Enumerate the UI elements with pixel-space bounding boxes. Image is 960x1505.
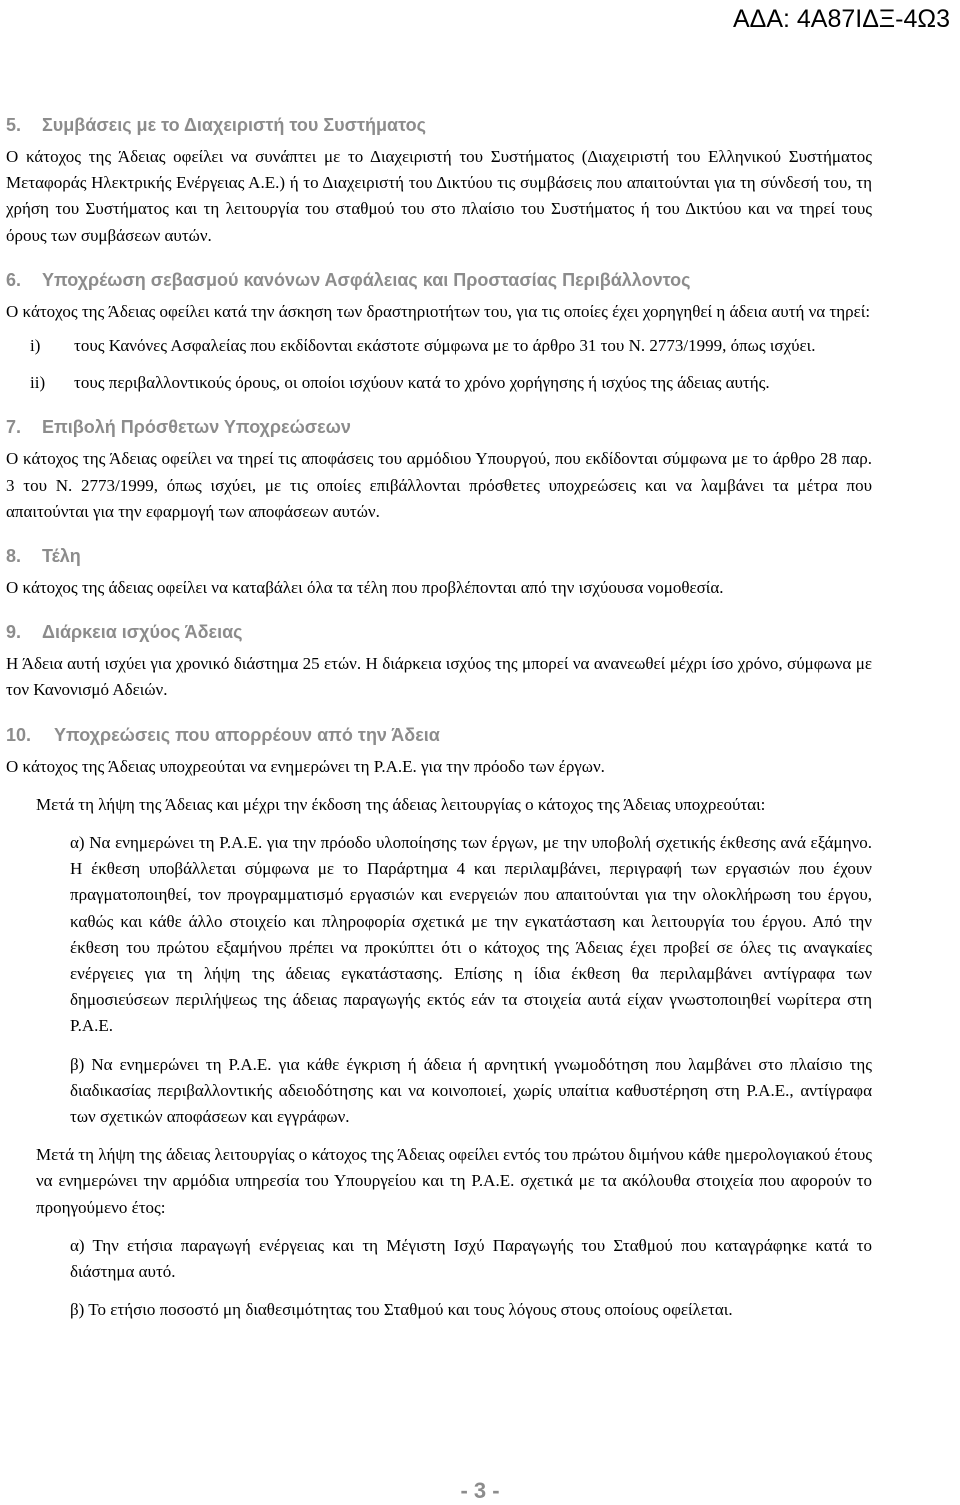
section-9-paragraph: Η Άδεια αυτή ισχύει για χρονικό διάστημα 25 ετών. Η διάρκεια ισχύος της μπορεί να ανανεωθεί μέχρι ίσο χρόνο, σύμφωνα με τον Κανονισμό Αδειών. — [6, 654, 872, 700]
section-8-title: Τέλη — [42, 546, 81, 567]
section-7-paragraph: Ο κάτοχος της Άδειας οφείλει να τηρεί τις αποφάσεις του αρμόδιου Υπουργού, που εκδίδονται σύμφωνα με το άρθρο 28 παρ. 3 του Ν. 2773/1999, όπως ισχύει, με τις οποίες επιβάλλονται πρόσθετες υποχρεώσεις και να λαμβάνει τα μέτρα που απαιτούνται για την εφαρμογή των αποφάσεων αυτών. — [6, 449, 872, 521]
list-item-marker: ii) — [30, 373, 46, 393]
section-6-title: Υποχρέωση σεβασμού κανόνων Ασφάλειας και Προστασίας Περιβάλλοντος — [42, 269, 691, 290]
list-item-text: τους περιβαλλοντικούς όρους, οι οποίοι ισχύουν κατά το χρόνο χορήγησης ή ισχύος της άδειας αυτής. — [74, 373, 770, 393]
section-7-heading — [6, 414, 872, 440]
list-item-text: τους Κανόνες Ασφαλείας που εκδίδονται εκάστοτε σύμφωνα με το άρθρο 31 του Ν. 2773/1999, όπως ισχύει. — [74, 336, 816, 356]
section-6-paragraph: Ο κάτοχος της Άδειας οφείλει κατά την άσκηση των δραστηριοτήτων του, για τις οποίες έχει χορηγηθεί η άδεια αυτή να τηρεί: — [6, 301, 871, 321]
list-item — [6, 333, 872, 359]
section-8-paragraph: Ο κάτοχος της άδειας οφείλει να καταβάλει όλα τα τέλη που προβλέπονται από την ισχύουσα νομοθεσία. — [6, 578, 724, 598]
section-6-heading — [6, 267, 872, 293]
section-9-number: 9. — [6, 622, 22, 643]
section-7-number: 7. — [6, 417, 22, 438]
section-8-heading — [6, 543, 872, 569]
section-10-item-b: β) Να ενημερώνει τη Ρ.Α.Ε. για κάθε έγκριση ή άδεια ή αρνητική γνωμοδότηση που λαμβάνει στο πλαίσιο της διαδικασίας περιβαλλοντικής αδειοδότησης και να κοινοποιεί, χωρίς υπαίτια καθυστέρηση στη Ρ.Α.Ε., αντίγραφα των σχετικών αποφάσεων και εγγράφων. — [70, 1054, 872, 1127]
section-10-pre-operation-intro: Μετά τη λήψη της Άδειας και μέχρι την έκδοση της άδειας λειτουργίας ο κάτοχος της Άδειας υποχρεούται: — [36, 794, 766, 814]
section-10-post-operation-intro: Μετά τη λήψη της άδειας λειτουργίας ο κάτοχος της Άδειας οφείλει εντός του πρώτου διμήνου κάθε ημερολογιακού έτους να ενημερώνει την αρμόδια υπηρεσία του Υπουργείου και τη Ρ.Α.Ε. σχετικά με τα ακόλουθα στοιχεία που αφορούν το προηγούμενο έτος: — [36, 1145, 872, 1217]
list-item-marker: i) — [30, 336, 41, 356]
section-5-title: Συμβάσεις με το Διαχειριστή του Συστήματος — [42, 115, 426, 135]
document-body — [6, 112, 872, 1324]
section-6-list — [6, 333, 872, 396]
ada-code: ΑΔΑ: 4Α87ΙΔΞ-4Ω3 — [732, 5, 950, 33]
section-5-number: 5. — [6, 115, 22, 135]
list-item — [6, 370, 872, 396]
section-5-heading — [6, 112, 872, 138]
section-10-annual-item-a: α) Την ετήσια παραγωγή ενέργειας και τη Μέγιστη Ισχύ Παραγωγής του Σταθμού που καταγράφηκε κατά το διάστημα αυτό. — [70, 1235, 872, 1282]
section-10-number: 10. — [6, 724, 32, 745]
section-9-title: Διάρκεια ισχύος Άδειας — [42, 622, 243, 643]
section-7-title: Επιβολή Πρόσθετων Υποχρεώσεων — [42, 417, 351, 438]
section-6-number: 6. — [6, 269, 22, 290]
section-9-heading — [6, 619, 872, 645]
section-10-annual-item-b: β) Το ετήσιο ποσοστό μη διαθεσιμότητας του Σταθμού και τους λόγους στους οποίους οφείλεται. — [70, 1300, 733, 1320]
section-10-title: Υποχρεώσεις που απορρέουν από την Άδεια — [54, 724, 440, 745]
page-number: - 3 - — [460, 1478, 500, 1503]
section-5-paragraph: Ο κάτοχος της Άδειας οφείλει να συνάπτει με το Διαχειριστή του Συστήματος (Διαχειριστή του Ελληνικού Συστήματος Μεταφοράς Ηλεκτρικής Ενέργειας Α.Ε.) ή το Διαχειριστή του Δικτύου τις συμβάσεις που απαιτούνται για τη σύνδεσή του, τη χρήση του Συστήματος και τη λειτουργία του σταθμού του στο πλαίσιο του Συστήματος ή του Δικτύου και να τηρεί τους όρους των συμβάσεων αυτών. — [6, 147, 872, 245]
section-10-paragraph: Ο κάτοχος της Άδειας υποχρεούται να ενημερώνει τη Ρ.Α.Ε. για την πρόοδο των έργων. — [6, 756, 605, 776]
section-8-number: 8. — [6, 546, 22, 567]
section-10-item-a: α) Να ενημερώνει τη Ρ.Α.Ε. για την πρόοδο υλοποίησης των έργων, με την υποβολή σχετικής έκθεσης ανά εξάμηνο. Η έκθεση υποβάλλεται σύμφωνα με το Παράρτημα 4 και περιλαμβάνει, περιγραφή των εργασιών που έχουν πραγματοποιηθεί, τον προγραμματισμό εργασιών και ενεργειών που απαιτούνται για την ολοκλήρωση του έργου, καθώς και κάθε άλλο στοιχείο και πληροφορία σχετικά με την εγκατάσταση και λειτουργία του έργου. Από την έκθεση του πρώτου εξαμήνου πρέπει να προκύπτει ότι ο κάτοχος της Άδειας έχει προβεί σε όλες τις αναγκαίες ενέργειες για τη λήψη της άδειας εγκατάστασης. Επίσης η ίδια έκθεση θα περιλαμβάνει αντίγραφα των δημοσιεύσεων περιλήψεως της άδειας παραγωγής εκτός εάν τα στοιχεία αυτά είχαν γνωστοποιηθεί νωρίτερα στη Ρ.Α.Ε. — [70, 833, 872, 1036]
section-10-heading — [6, 722, 872, 748]
